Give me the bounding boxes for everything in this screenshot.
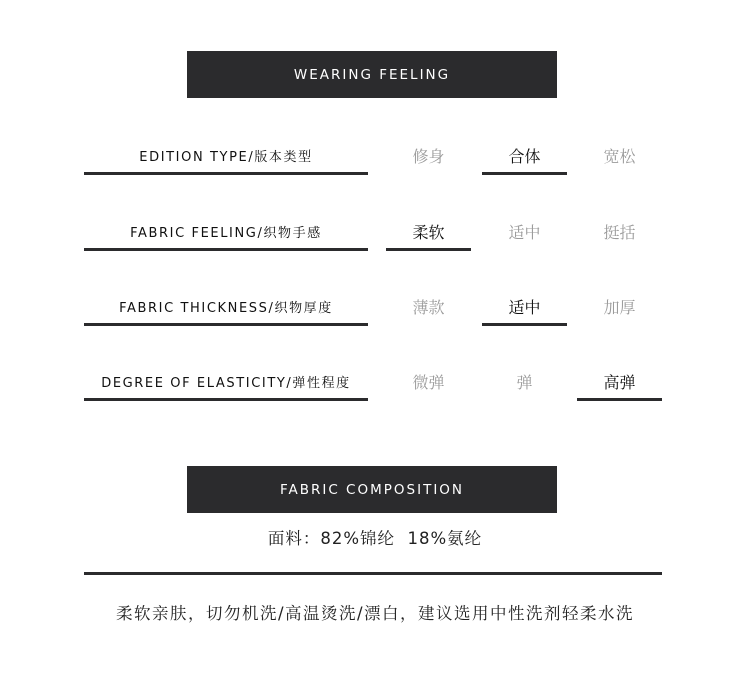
spec-option-selected: 适中 [482,289,567,326]
spec-row-label: DEGREE OF ELASTICITY/弹性程度 [84,364,368,401]
spec-option-selected: 高弹 [577,364,662,401]
spec-row-edition-type [0,138,750,174]
spec-option: 加厚 [603,297,636,317]
spec-row-label: EDITION TYPE/版本类型 [84,138,368,175]
spec-row-elasticity [0,364,750,400]
divider [84,572,662,575]
fabric-composition-title: FABRIC COMPOSITION [279,481,465,498]
spec-row-fabric-thickness [0,289,750,325]
spec-option: 微弹 [412,372,445,392]
spec-row-fabric-feeling [0,214,750,250]
wearing-feeling-title: WEARING FEELING [293,66,451,83]
spec-option: 适中 [508,222,541,242]
care-instructions: 柔软亲肤，切勿机洗/高温烫洗/漂白，建议选用中性洗剂轻柔水洗 [115,604,635,623]
spec-option: 宽松 [603,146,636,166]
spec-option-selected: 合体 [482,138,567,175]
spec-option: 挺括 [603,222,636,242]
spec-option: 薄款 [412,297,445,317]
spec-option: 弹 [516,372,533,392]
spec-option: 修身 [412,146,445,166]
composition-text: 面料：82%锦纶 18%氨纶 [267,529,483,548]
spec-option-selected: 柔软 [386,214,471,251]
spec-row-label: FABRIC FEELING/织物手感 [84,214,368,251]
fabric-composition-banner [187,466,557,513]
wearing-feeling-banner [187,51,557,98]
spec-row-label: FABRIC THICKNESS/织物厚度 [84,289,368,326]
